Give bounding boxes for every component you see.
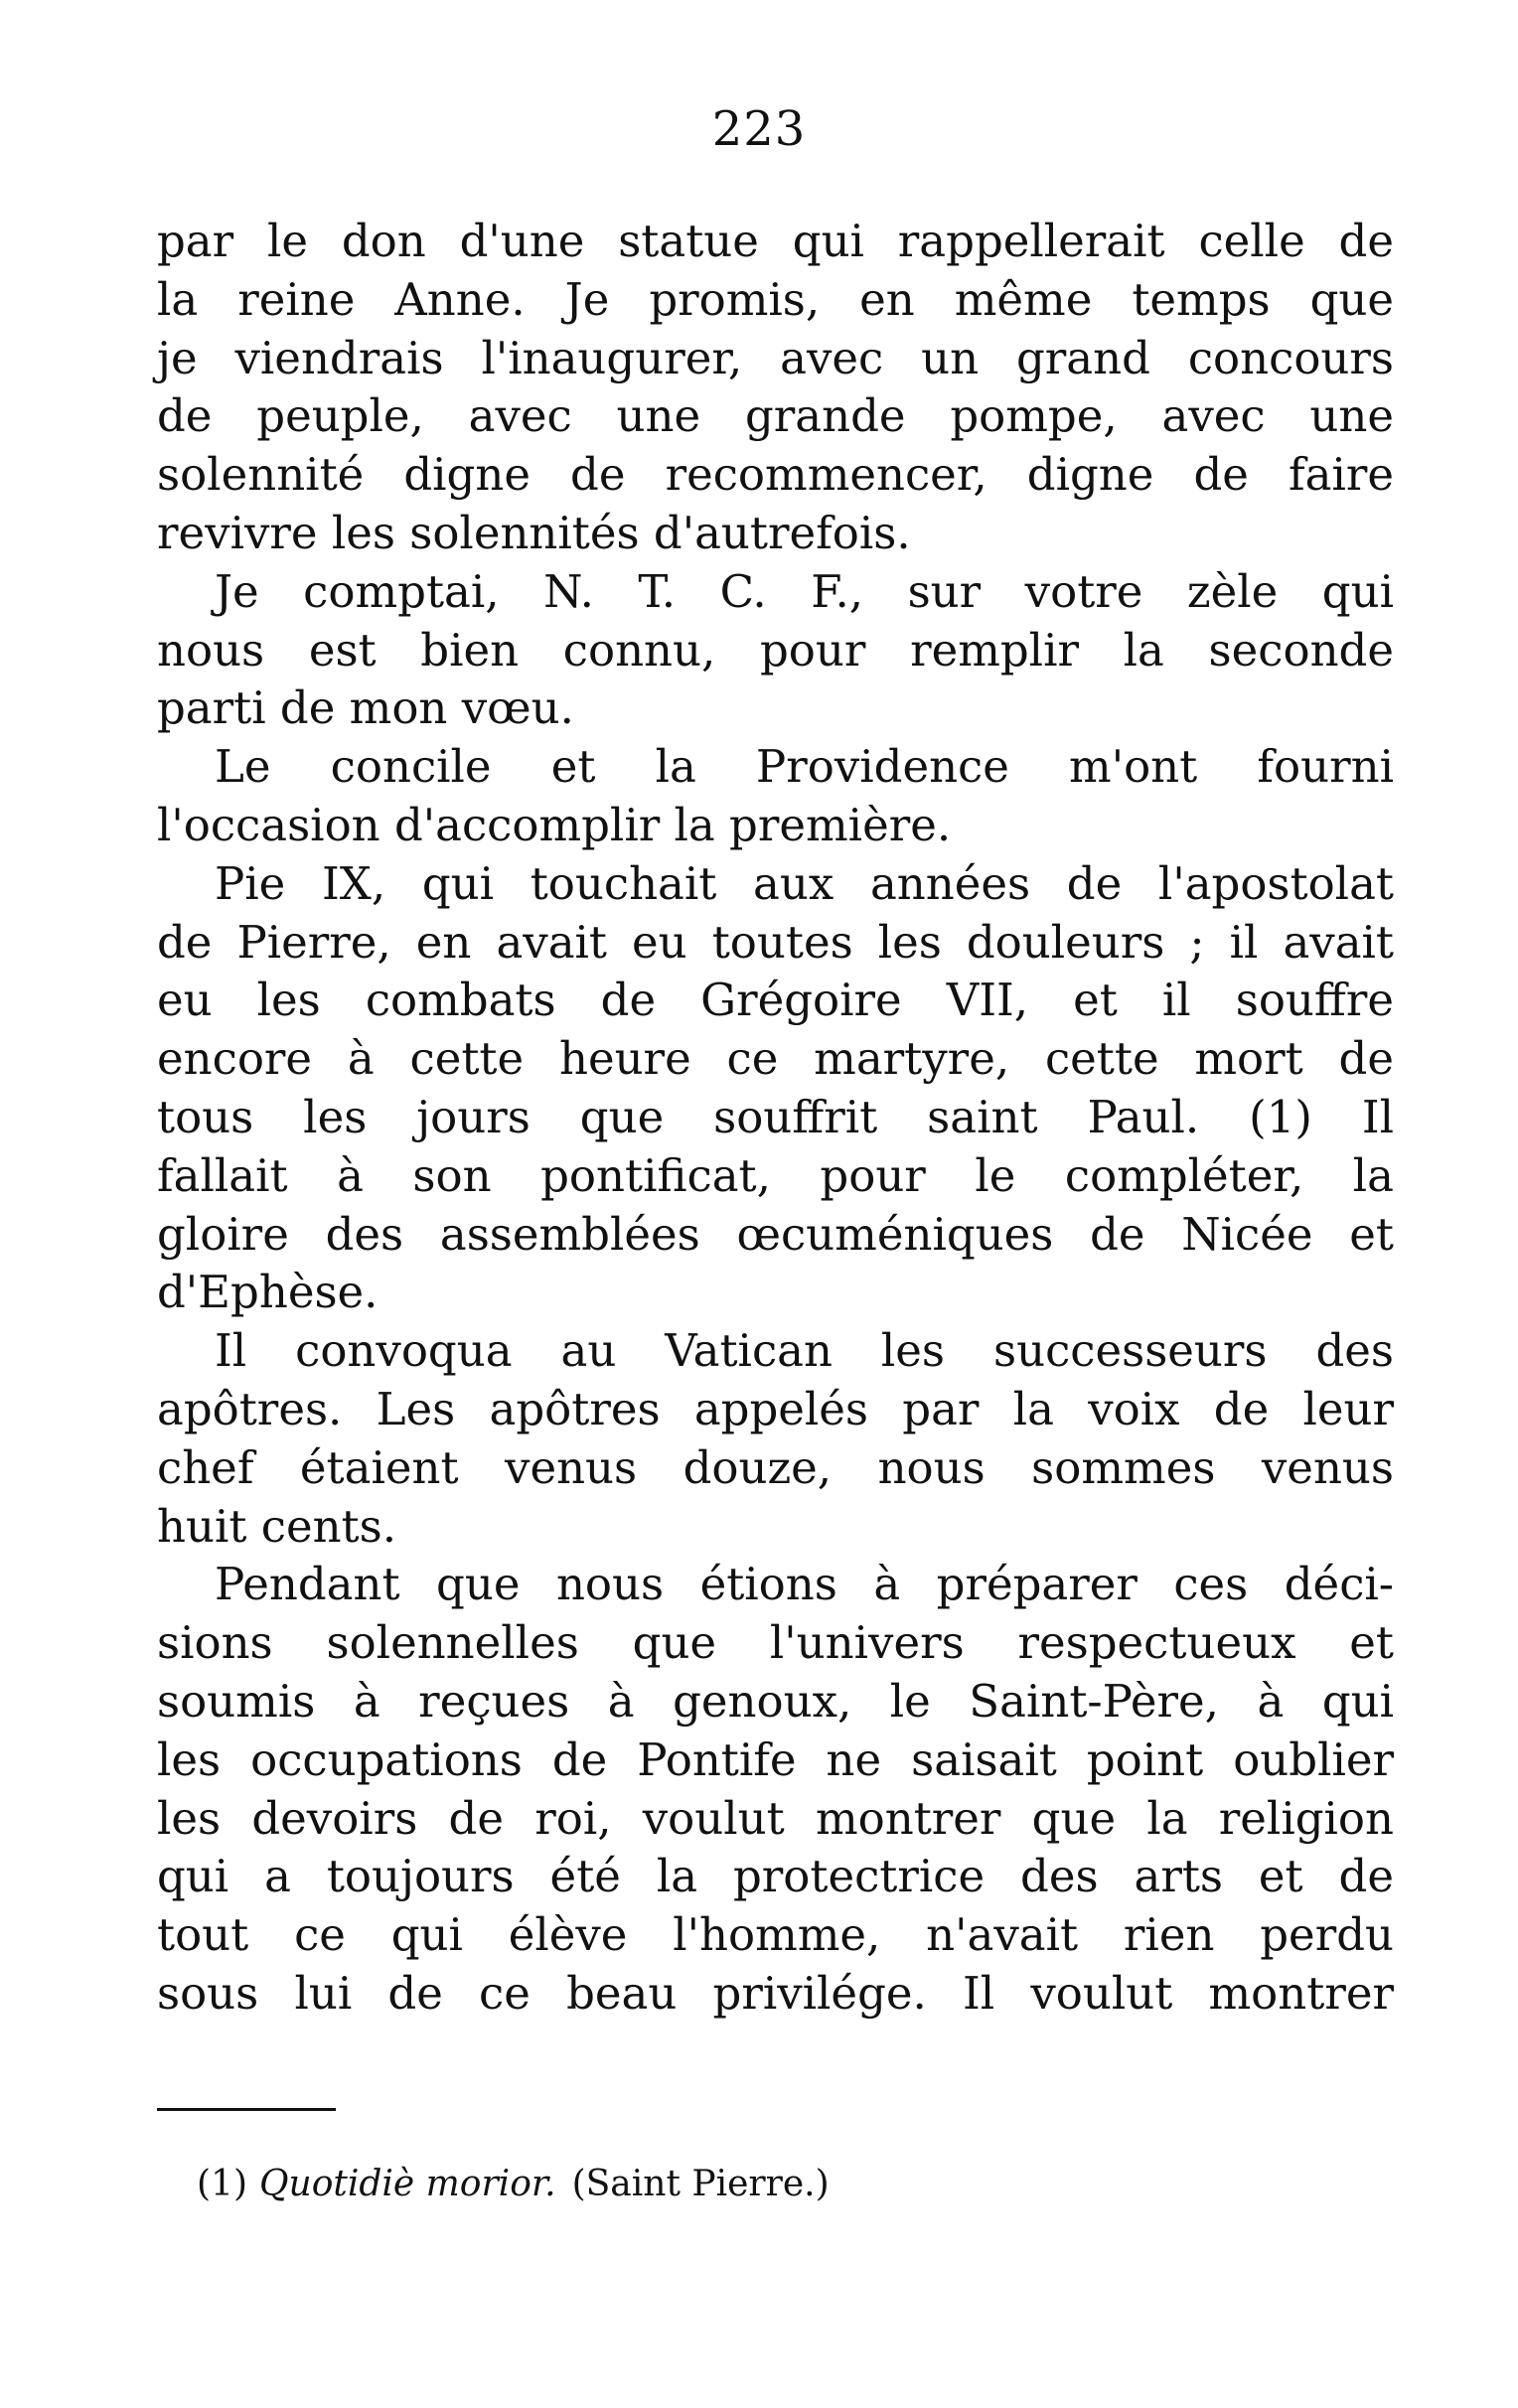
text-line: chef étaient venus douze, nous sommes venus	[157, 1440, 1394, 1494]
footnote-divider	[157, 2108, 336, 2111]
text-line: gloire des assemblées œcuméniques de Nicée et	[157, 1207, 1394, 1261]
text-line: de peuple, avec une grande pompe, avec une	[157, 389, 1394, 443]
text-line: la reine Anne. Je promis, en même temps que	[157, 272, 1394, 326]
text-line: eu les combats de Grégoire VII, et il souffre	[157, 974, 1394, 1027]
footnote	[197, 2161, 830, 2208]
text-line: encore à cette heure ce martyre, cette mort de	[157, 1032, 1394, 1086]
text-line: tout ce qui élève l'homme, n'avait rien perdu	[157, 1908, 1394, 1962]
text-line: sous lui de ce beau privilége. Il voulut montrer	[157, 1966, 1394, 2020]
text-line: d'Ephèse.	[157, 1266, 379, 1319]
text-line: apôtres. Les apôtres appelés par la voix de leur	[157, 1382, 1394, 1435]
text-line: Le concile et la Providence m'ont fourni	[215, 740, 1394, 794]
text-line: je viendrais l'inaugurer, avec un grand concours	[157, 331, 1394, 384]
text-line: Il convoqua au Vatican les successeurs des	[215, 1324, 1394, 1378]
text-line: qui a toujours été la protectrice des arts et de	[157, 1850, 1394, 1903]
text-line: Je comptai, N. T. C. F., sur votre zèle qui	[215, 564, 1394, 618]
text-line: l'occasion d'accomplir la première.	[157, 798, 952, 851]
text-line: nous est bien connu, pour remplir la seconde	[157, 623, 1394, 677]
footnote-mark: (1)	[197, 2164, 247, 2204]
text-line: les occupations de Pontife ne saisait point oublier	[157, 1732, 1394, 1786]
text-line: tous les jours que souffrit saint Paul. (1) Il	[157, 1090, 1394, 1143]
text-line: de Pierre, en avait eu toutes les douleurs ; il avait	[157, 915, 1394, 969]
text-line: revivre les solennités d'autrefois.	[157, 506, 911, 559]
footnote-source: (Saint Pierre.)	[571, 2164, 830, 2204]
text-line: soumis à reçues à genoux, le Saint-Père, à qui	[157, 1674, 1394, 1728]
text-line: Pendant que nous étions à préparer ces déci-	[215, 1558, 1394, 1611]
footnote-quote: Quotidiè morior.	[259, 2164, 556, 2204]
text-line: parti de mon vœu.	[157, 681, 574, 735]
text-line: sions solennelles que l'univers respectueux et	[157, 1616, 1394, 1670]
page-number: 223	[711, 101, 807, 157]
text-line: par le don d'une statue qui rappellerait celle de	[157, 215, 1394, 267]
text-line: Pie IX, qui touchait aux années de l'apostolat	[215, 856, 1394, 910]
text-line: huit cents.	[157, 1499, 397, 1553]
text-line: fallait à son pontificat, pour le compléter, la	[157, 1148, 1394, 1202]
text-line: solennité digne de recommencer, digne de faire	[157, 448, 1394, 502]
body-text	[157, 213, 1394, 2024]
text-line: les devoirs de roi, voulut montrer que la religion	[157, 1791, 1394, 1845]
